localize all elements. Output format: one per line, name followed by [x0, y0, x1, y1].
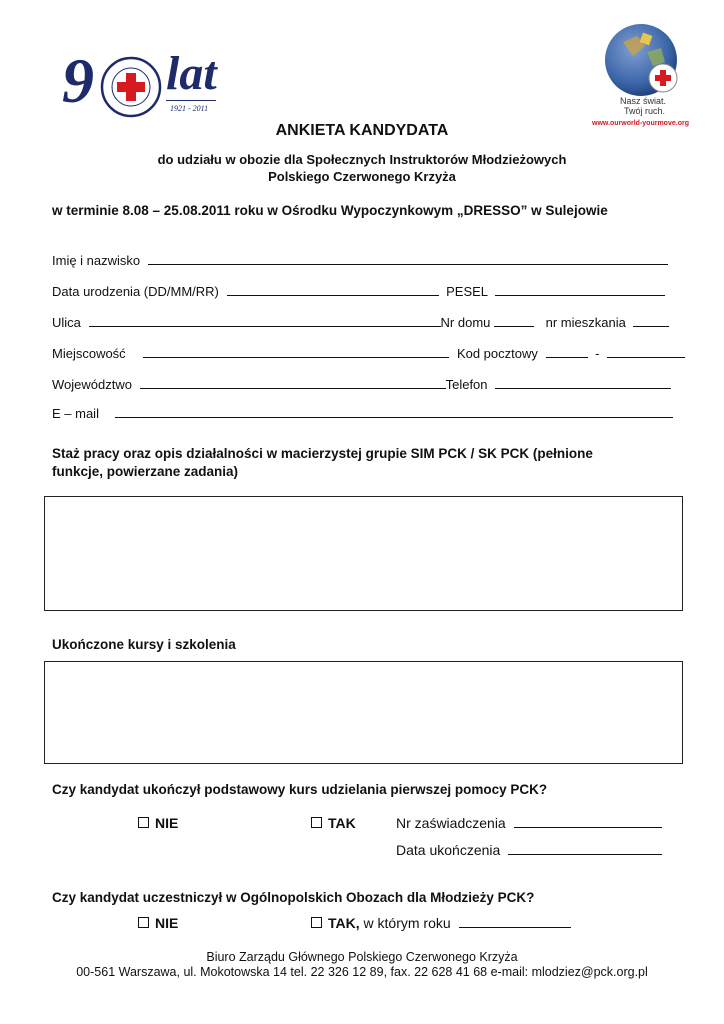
label-camps-yes: TAK,	[328, 915, 360, 931]
logo-underline	[166, 100, 216, 101]
option-camps-yes[interactable]	[311, 915, 571, 931]
logo-our-world	[590, 22, 700, 132]
label-certificate-no: Nr zaświadczenia	[396, 815, 506, 831]
row-dob	[52, 284, 665, 299]
input-name[interactable]	[148, 253, 668, 265]
option-firstaid-no[interactable]	[138, 815, 178, 831]
row-email	[52, 406, 673, 421]
footer-line2: 00-561 Warszawa, ul. Mokotowska 14 tel. 22 326 12 89, fax. 22 628 41 68 e-mail: mlodziez@pck.org.pl	[76, 965, 648, 979]
input-email[interactable]	[115, 406, 673, 418]
input-camps-year[interactable]	[459, 916, 571, 928]
input-pesel[interactable]	[495, 284, 665, 296]
label-firstaid-no: NIE	[155, 815, 179, 831]
slogan-line1: Nasz świat.	[620, 96, 667, 106]
logo-years: 1921 - 2011	[170, 104, 209, 113]
checkbox-camps-no[interactable]	[138, 917, 149, 928]
label-firstaid-yes: TAK	[328, 815, 356, 831]
input-city[interactable]	[143, 346, 449, 358]
input-postal-b[interactable]	[607, 346, 685, 358]
label-camps-no: NIE	[155, 915, 179, 931]
label-street: Ulica	[52, 315, 81, 330]
logo-word: lat	[166, 47, 217, 100]
page-title: ANKIETA KANDYDATA	[275, 122, 449, 139]
courses-textarea[interactable]	[44, 661, 683, 764]
label-pesel: PESEL	[446, 284, 488, 299]
input-completion-date[interactable]	[508, 843, 662, 855]
subtitle-line1: do udziału w obozie dla Społecznych Instruktorów Młodzieżowych	[157, 152, 567, 167]
question-camps: Czy kandydat uczestniczył w Ogólnopolskich Obozach dla Młodzieży PCK?	[52, 890, 535, 905]
option-firstaid-yes[interactable]	[311, 815, 356, 831]
input-phone[interactable]	[495, 377, 671, 389]
label-dob: Data urodzenia (DD/MM/RR)	[52, 284, 219, 299]
label-completion-date: Data ukończenia	[396, 842, 501, 858]
input-dob[interactable]	[227, 284, 439, 296]
subtitle-line2: Polskiego Czerwonego Krzyża	[268, 169, 456, 184]
logo-url: www.ourworld-yourmove.org	[592, 120, 689, 127]
question-firstaid: Czy kandydat ukończył podstawowy kurs udzielania pierwszej pomocy PCK?	[52, 782, 548, 797]
option-camps-no[interactable]	[138, 915, 178, 931]
label-voivodeship: Województwo	[52, 377, 132, 392]
footer-line1: Biuro Zarządu Głównego Polskiego Czerwonego Krzyża	[206, 950, 518, 964]
label-postal-dash: -	[595, 346, 600, 361]
experience-textarea[interactable]	[44, 496, 683, 611]
term-line: w terminie 8.08 – 25.08.2011 roku w Ośrodku Wypoczynkowym „DRESSO” w Sulejowie	[52, 203, 608, 218]
section-courses: Ukończone kursy i szkolenia	[52, 637, 236, 652]
input-street[interactable]	[89, 315, 441, 327]
slogan-line2: Twój ruch.	[624, 106, 666, 116]
row-name	[52, 253, 668, 268]
label-flat-no: nr mieszkania	[545, 315, 626, 330]
label-phone: Telefon	[445, 377, 488, 392]
input-voivodeship[interactable]	[140, 377, 446, 389]
input-postal-a[interactable]	[546, 346, 588, 358]
label-email: E – mail	[52, 406, 99, 421]
row-street	[52, 315, 669, 330]
label-postal: Kod pocztowy	[456, 346, 538, 361]
pck-emblem-icon	[100, 56, 162, 118]
row-completion-date	[396, 842, 662, 858]
input-certificate-no[interactable]	[514, 816, 662, 828]
section-experience-line1: Staż pracy oraz opis działalności w macierzystej grupie SIM PCK / SK PCK (pełnione	[52, 446, 593, 461]
section-experience-line2: funkcje, powierzane zadania)	[52, 464, 239, 479]
checkbox-firstaid-no[interactable]	[138, 817, 149, 828]
input-flat-no[interactable]	[633, 315, 669, 327]
globe-icon	[603, 22, 683, 98]
label-camps-year: w którym roku	[363, 915, 451, 931]
label-house-no: Nr domu	[440, 315, 491, 330]
label-name: Imię i nazwisko	[52, 253, 141, 268]
row-certificate	[396, 815, 662, 831]
input-house-no[interactable]	[494, 315, 534, 327]
logo-numeral: 9	[62, 45, 94, 116]
row-voivodeship	[52, 377, 671, 392]
checkbox-firstaid-yes[interactable]	[311, 817, 322, 828]
logo-90-lat	[62, 45, 222, 122]
checkbox-camps-yes[interactable]	[311, 917, 322, 928]
label-city: Miejscowość	[52, 346, 126, 361]
row-city	[52, 346, 685, 361]
